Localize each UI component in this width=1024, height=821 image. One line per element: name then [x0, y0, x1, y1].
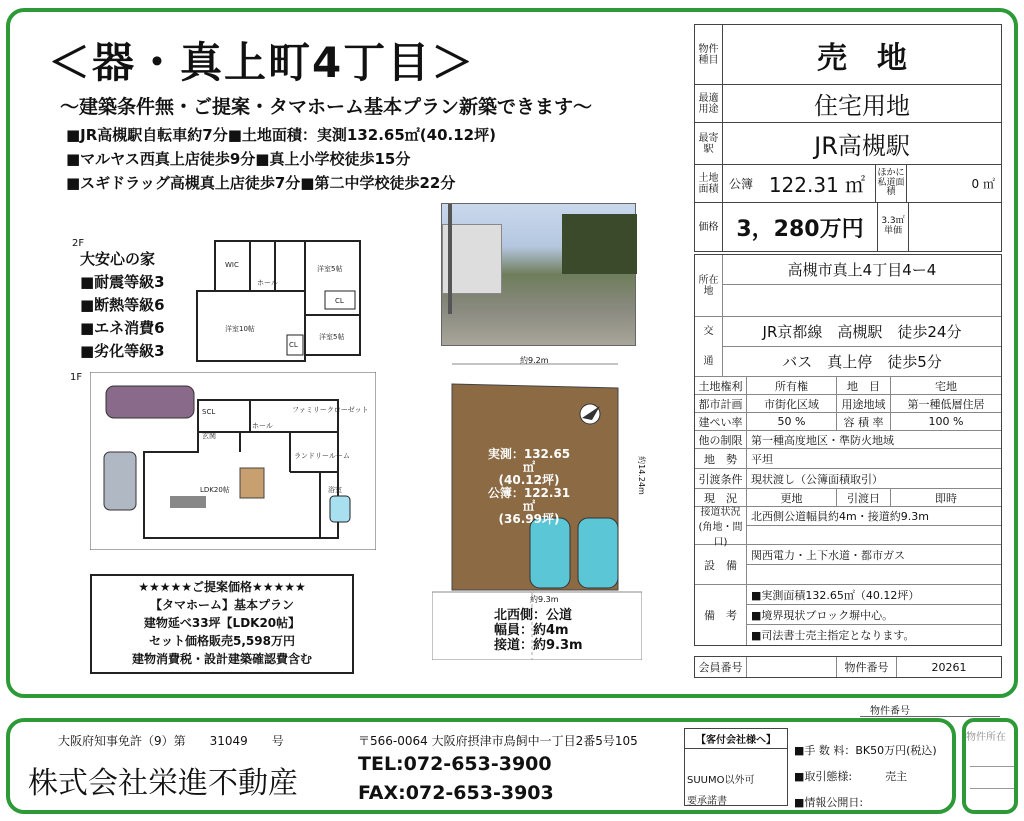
feature-line-1: ■JR高槻駅自転車約7分■土地面積：実測132.65㎡(40.12坪)	[66, 126, 496, 144]
room-yoshitsu-5b: 洋室5帖	[319, 333, 345, 341]
member-number-label: 会員番号	[695, 657, 747, 677]
road-width: 幅員：約4m	[494, 623, 569, 638]
land-right-value: 所有権	[747, 377, 837, 394]
agent-title: 【客付会社様へ】	[685, 729, 787, 749]
room-yoshitsu-10: 洋室10帖	[225, 325, 255, 333]
handover-value: 即時	[935, 491, 957, 505]
promo-line: 建物延べ33坪【LDK20帖】	[143, 616, 301, 630]
chimoku-value: 宅地	[935, 379, 957, 393]
zoning-label: 用途地域	[837, 395, 891, 412]
access-label-bottom: 通	[703, 355, 714, 367]
area-registered: 公簿：122.31㎡	[487, 486, 571, 513]
road-info	[494, 608, 583, 653]
private-road-label: ほかに私道面積	[875, 165, 907, 202]
site-photo	[441, 203, 636, 346]
station-value: JR高槻駅	[814, 132, 910, 160]
agent-box	[684, 728, 788, 806]
subtitle: ～建築条件無・ご提案・タマホーム基本プラン新築できます～	[60, 96, 593, 118]
feature-line-3: ■スギドラッグ高槻真上店徒歩7分■第二中学校徒歩22分	[66, 174, 456, 192]
company-tel: TEL:072-653-3900	[358, 753, 552, 775]
deal-info	[794, 738, 937, 816]
remark-2: ■境界現状ブロック塀中心。	[747, 605, 1001, 625]
site-top-dimension: 約9.2m	[520, 356, 549, 365]
area-registered-tsubo: (36.99坪)	[498, 512, 560, 526]
handover-condition-value: 現状渡し（公簿面積取引）	[751, 472, 883, 486]
house-feature-item: ■耐震等級3	[80, 273, 165, 291]
room-yoshitsu-5a: 洋室5帖	[317, 265, 343, 273]
house-feature-item: ■劣化等級3	[80, 342, 165, 360]
far-label: 容 積 率	[837, 413, 891, 430]
spec-table-detail	[694, 254, 1002, 646]
room-ldk: LDK20帖	[200, 486, 230, 494]
road-status-label: 接道状況(角地・間口)	[695, 507, 747, 544]
type-value: 売 地	[817, 40, 907, 76]
house-feature-item: ■断熱等級6	[80, 296, 165, 314]
floorplan-1f	[90, 372, 376, 550]
member-number-row	[694, 656, 1002, 678]
side-line-2	[970, 788, 1014, 789]
use-label: 最適用途	[695, 85, 723, 122]
road-side: 北西側：公道	[494, 608, 573, 623]
agent-confirm: 要承諾書	[687, 796, 727, 807]
remark-3: ■司法書士売主指定となります。	[751, 629, 915, 642]
chimoku-label: 地 目	[837, 377, 891, 394]
site-area-block	[484, 448, 574, 526]
address-label: 所在地	[695, 255, 723, 316]
access-label-top: 交	[703, 326, 714, 338]
private-road-value: 0 ㎡	[971, 177, 995, 191]
handover-condition-label: 引渡条件	[695, 469, 747, 488]
company-address: 〒566-0064 大阪府摂津市鳥飼中一丁目2番5号105	[358, 734, 638, 748]
room-wic: WIC	[225, 261, 239, 269]
facility-value: 関西電力・上下水道・都市ガス	[747, 545, 1001, 565]
promo-line: 【タマホーム】基本プラン	[149, 598, 294, 612]
property-number-value: 20261	[931, 660, 967, 674]
city-plan-label: 都市計画	[695, 395, 747, 412]
area-label: 土地面積	[695, 165, 723, 202]
terrain-label: 地 勢	[695, 449, 747, 468]
area-kobo: 公簿	[728, 177, 753, 191]
zoning-value: 第一種低層住居	[907, 397, 985, 411]
site-bottom-dimension: 約9.3m	[530, 595, 559, 604]
status-value: 更地	[747, 489, 837, 506]
floor-2f-label: 2F	[72, 238, 85, 249]
area-measured-tsubo: (40.12坪)	[498, 473, 560, 487]
unit-price-label: 3.3㎡単価	[877, 203, 909, 251]
side-line-1	[970, 766, 1014, 767]
other-label: 他の制限	[695, 431, 747, 448]
room-family-closet: ファミリークローゼット	[292, 406, 369, 414]
company-name: 株式会社栄進不動産	[28, 766, 298, 801]
property-number-caption: 物件番号	[870, 706, 910, 717]
road-status-value: 北西側公道幅員約4m・接道約9.3m	[747, 507, 1001, 526]
floor-1f-label: 1F	[70, 372, 83, 383]
city-plan-value: 市街化区域	[747, 395, 837, 412]
room-cl-1: CL	[335, 297, 344, 305]
handover-label: 引渡日	[837, 489, 891, 506]
unit-price-value	[909, 203, 1001, 251]
land-right-label: 土地権利	[695, 377, 747, 394]
room-genkan: 玄関	[202, 432, 216, 440]
access-label	[695, 317, 723, 376]
station-label: 最寄駅	[695, 123, 723, 164]
remarks-label: 備 考	[695, 585, 747, 645]
agent-suumo: SUUMO以外可	[687, 775, 755, 786]
address-value: 高槻市真上4丁目4ー4	[723, 255, 1001, 285]
price-label: 価格	[695, 203, 723, 251]
house-feature-item: ■エネ消費6	[80, 319, 165, 337]
promo-line: セット価格販売5,598万円	[149, 634, 295, 648]
property-number-label: 物件番号	[837, 657, 897, 677]
room-scl: SCL	[202, 408, 216, 416]
facility-label: 設 備	[695, 545, 747, 584]
far-value: 100 %	[928, 415, 964, 428]
room-hall-1f: ホール	[252, 422, 273, 430]
site-side-dimension: 約14.24m	[636, 456, 646, 495]
access-bus: バス 真上停 徒歩5分	[782, 353, 942, 371]
member-number-value	[747, 657, 837, 677]
caption-underline	[860, 716, 1000, 717]
room-cl-2: CL	[289, 341, 298, 349]
room-bath: 浴室	[328, 486, 342, 494]
promo-box	[90, 574, 354, 674]
price-value: 3，280万円	[736, 216, 864, 242]
deal-type: ■取引態様: 売主	[794, 770, 908, 783]
promo-line: ★★★★★ご提案価格★★★★★	[138, 580, 306, 594]
feature-line-2: ■マルヤス西真上店徒歩9分■真上小学校徒歩15分	[66, 150, 411, 168]
road-frontage: 接道：約9.3m	[494, 638, 583, 653]
company-fax: FAX:072-653-3903	[358, 782, 554, 804]
side-location-label: 物件所在	[966, 732, 1006, 743]
terrain-value: 平坦	[751, 452, 773, 466]
type-label: 物件種目	[695, 25, 723, 84]
house-feature-title: 大安心の家	[80, 250, 156, 268]
room-laundry: ランドリールーム	[294, 452, 350, 460]
area-value: 122.31 ㎡	[768, 173, 866, 197]
area-measured: 実測：132.65㎡	[487, 447, 571, 474]
floorplan-2f	[195, 235, 365, 365]
house-feature-list	[80, 248, 165, 363]
bcr-value: 50 %	[747, 413, 837, 430]
bcr-label: 建ぺい率	[695, 413, 747, 430]
other-value: 第一種高度地区・準防火地域	[751, 433, 894, 447]
license-number: 大阪府知事免許（9）第 31049 号	[58, 734, 284, 748]
commission-fee: ■手 数 料：BK50万円(税込)	[794, 744, 937, 757]
page-title: ＜器・真上町4丁目＞	[48, 38, 476, 87]
remark-1: ■実測面積132.65㎡（40.12坪）	[747, 585, 1001, 605]
use-value: 住宅用地	[814, 92, 910, 120]
room-hall-2f: ホール	[257, 279, 278, 287]
spec-table-main	[694, 24, 1002, 252]
access-train: JR京都線 高槻駅 徒歩24分	[723, 317, 1001, 347]
info-date: ■情報公開日:	[794, 796, 864, 809]
promo-line: 建物消費税・設計建築確認費含む	[131, 652, 312, 666]
status-label: 現 況	[695, 489, 747, 506]
